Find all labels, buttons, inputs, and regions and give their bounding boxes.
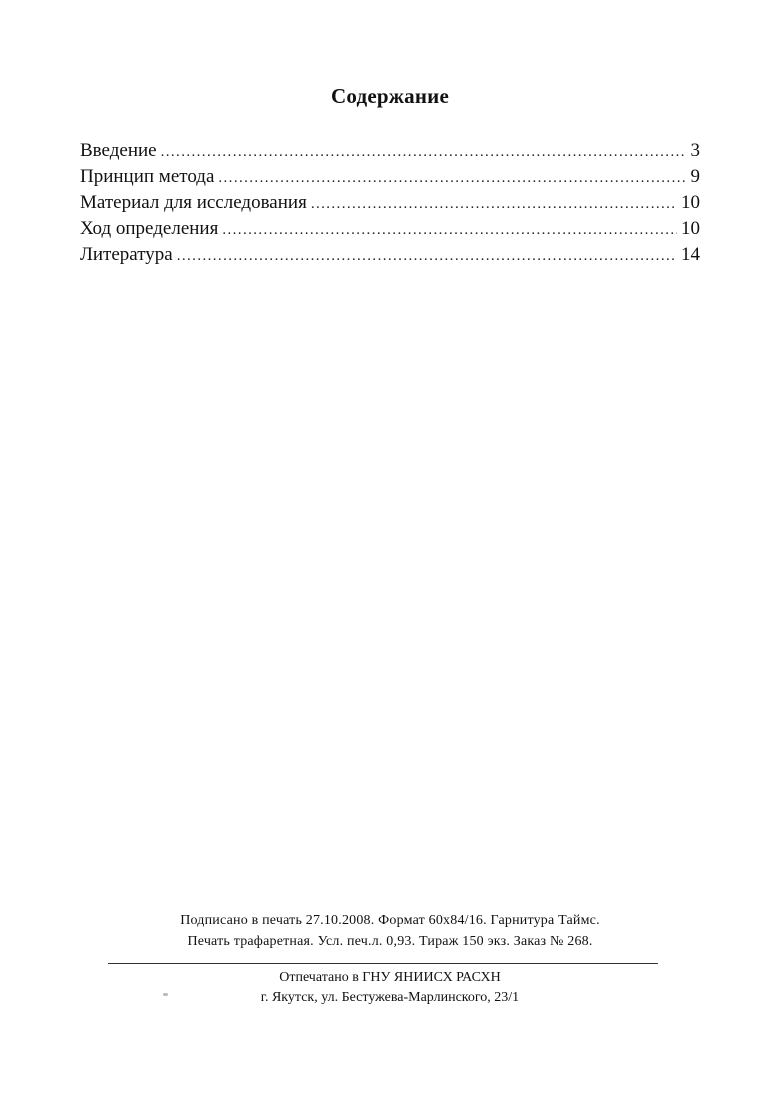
- toc-entry-label: Ход определения: [80, 218, 219, 239]
- toc-entry: [80, 192, 700, 218]
- toc-entry: [80, 140, 700, 166]
- toc-entry: [80, 166, 700, 192]
- imprint-line: Печать трафаретная. Усл. печ.л. 0,93. Тираж 150 экз. Заказ № 268.: [187, 934, 593, 949]
- toc-entry-page: 3: [690, 140, 700, 161]
- toc-entry-label: Принцип метода: [80, 166, 215, 187]
- toc-entry-page: 14: [681, 244, 700, 265]
- printer-info: [100, 968, 680, 1008]
- toc-entry-label: Материал для исследования: [80, 192, 307, 213]
- divider-line: [108, 963, 658, 964]
- toc-entry-label: Введение: [80, 140, 157, 161]
- printer-address: г. Якутск, ул. Бестужева-Марлинского, 23/1: [260, 990, 520, 1005]
- table-of-contents: [80, 140, 700, 270]
- toc-leader-dots: [311, 196, 677, 213]
- toc-entry: [80, 244, 700, 270]
- scan-speck: [163, 993, 168, 996]
- toc-entry-label: Литература: [80, 244, 173, 265]
- toc-leader-dots: [218, 170, 686, 187]
- printer-name: Отпечатано в ГНУ ЯНИИСХ РАСХН: [279, 970, 501, 985]
- toc-leader-dots: [222, 222, 677, 239]
- toc-entry: [80, 218, 700, 244]
- toc-leader-dots: [177, 248, 677, 265]
- toc-entry-page: 10: [681, 218, 700, 239]
- toc-title: Содержание: [331, 84, 449, 108]
- toc-entry-page: 9: [690, 166, 700, 187]
- toc-entry-page: 10: [681, 192, 700, 213]
- toc-leader-dots: [161, 144, 686, 161]
- imprint-block: [100, 910, 680, 952]
- imprint-line: Подписано в печать 27.10.2008. Формат 60х84/16. Гарнитура Таймс.: [180, 913, 600, 928]
